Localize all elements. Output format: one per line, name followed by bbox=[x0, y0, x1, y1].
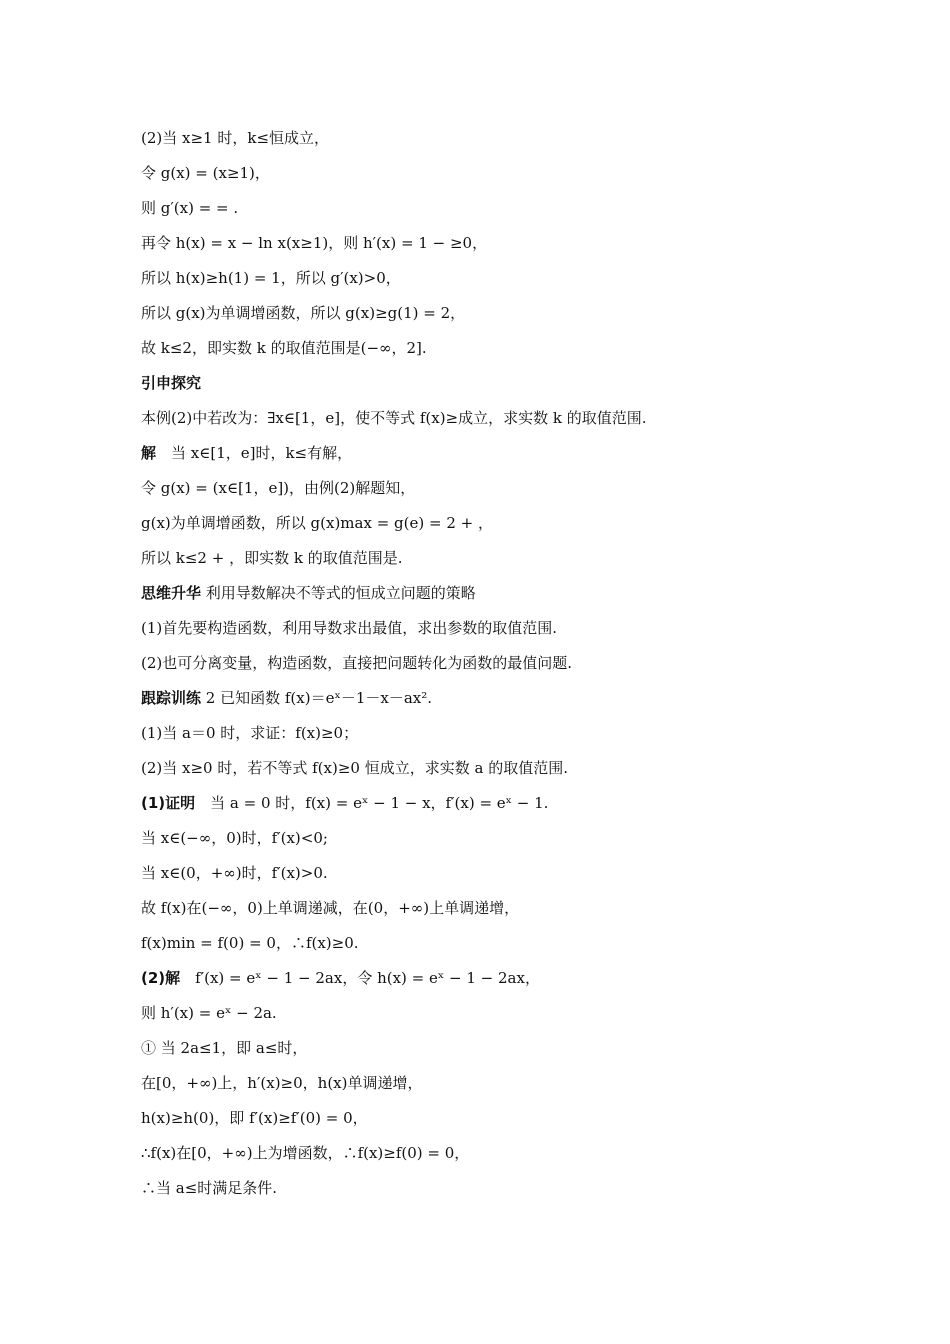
line-text: 当 x∈[1，e]时，k≤有解， bbox=[156, 444, 353, 462]
text-line bbox=[141, 688, 910, 708]
text-line bbox=[141, 1108, 910, 1128]
line-text: h(x)≥h(0)，即 f′(x)≥f′(0) = 0， bbox=[141, 1109, 368, 1127]
text-line bbox=[141, 898, 910, 918]
line-heading: 思维升华 bbox=[141, 584, 202, 602]
text-line bbox=[141, 1073, 910, 1093]
text-line bbox=[141, 758, 910, 778]
text-line bbox=[141, 478, 910, 498]
text-line bbox=[141, 1038, 910, 1058]
text-line bbox=[141, 968, 910, 988]
line-text: 则 g′(x) = = . bbox=[141, 199, 239, 217]
text-line bbox=[141, 128, 910, 148]
line-text: ∴当 a≤时满足条件. bbox=[141, 1179, 278, 1197]
line-text: 令 g(x) = (x∈[1，e])，由例(2)解题知， bbox=[141, 479, 416, 497]
line-text: ∴f(x)在[0，+∞)上为增函数，∴f(x)≥f(0) = 0， bbox=[141, 1144, 470, 1162]
line-text: 当 a = 0 时，f(x) = eˣ − 1 − x，f′(x) = eˣ − 1. bbox=[195, 794, 549, 812]
line-text: 则 h′(x) = eˣ − 2a. bbox=[141, 1004, 277, 1022]
line-text: 故 f(x)在(−∞，0)上单调递减，在(0，+∞)上单调递增， bbox=[141, 899, 520, 917]
text-line bbox=[141, 1143, 910, 1163]
line-text: 2 已知函数 f(x)＝eˣ－1－x－ax². bbox=[201, 689, 433, 707]
text-line bbox=[141, 198, 910, 218]
text-line bbox=[141, 723, 910, 743]
line-text: g(x)为单调增函数，所以 g(x)max = g(e) = 2 + ， bbox=[141, 514, 493, 532]
text-line bbox=[141, 548, 910, 568]
text-line bbox=[141, 303, 910, 323]
line-text: 本例(2)中若改为：∃x∈[1，e]，使不等式 f(x)≥成立，求实数 k 的取值范围. bbox=[141, 409, 647, 427]
line-text: (2)当 x≥0 时，若不等式 f(x)≥0 恒成立，求实数 a 的取值范围. bbox=[141, 759, 568, 777]
text-line bbox=[141, 1178, 910, 1198]
line-text: ① 当 2a≤1，即 a≤时， bbox=[141, 1039, 308, 1057]
line-text: 所以 h(x)≥h(1) = 1，所以 g′(x)>0， bbox=[141, 269, 401, 287]
text-line bbox=[141, 163, 910, 183]
line-text: 利用导数解决不等式的恒成立问题的策略 bbox=[201, 584, 476, 602]
text-line bbox=[141, 338, 910, 358]
section-heading-line bbox=[141, 373, 910, 393]
text-line bbox=[141, 933, 910, 953]
line-text: f(x)min = f(0) = 0，∴f(x)≥0. bbox=[141, 934, 359, 952]
text-line bbox=[141, 1003, 910, 1023]
line-text: f′(x) = eˣ − 1 − 2ax，令 h(x) = eˣ − 1 − 2ax， bbox=[180, 969, 540, 987]
line-text: 在[0，+∞)上，h′(x)≥0，h(x)单调递增， bbox=[141, 1074, 423, 1092]
line-text: (2)也可分离变量，构造函数，直接把问题转化为函数的最值问题. bbox=[141, 654, 573, 672]
line-heading: (1)证明 bbox=[141, 794, 196, 812]
text-line bbox=[141, 618, 910, 638]
text-line bbox=[141, 408, 910, 428]
line-text: 所以 k≤2 + ，即实数 k 的取值范围是. bbox=[141, 549, 403, 567]
line-heading: (2)解 bbox=[141, 969, 181, 987]
line-heading: 跟踪训练 bbox=[141, 689, 202, 707]
text-line bbox=[141, 513, 910, 533]
text-line bbox=[141, 443, 910, 463]
text-line bbox=[141, 268, 910, 288]
text-line bbox=[141, 793, 910, 813]
line-text: 当 x∈(−∞，0)时，f′(x)<0; bbox=[141, 829, 328, 847]
line-text: 故 k≤2，即实数 k 的取值范围是(−∞，2]. bbox=[141, 339, 427, 357]
line-text: (2)当 x≥1 时，k≤恒成立， bbox=[141, 129, 330, 147]
line-text: 所以 g(x)为单调增函数，所以 g(x)≥g(1) = 2， bbox=[141, 304, 466, 322]
line-text: 再令 h(x) = x − ln x(x≥1)，则 h′(x) = 1 − ≥0， bbox=[141, 234, 488, 252]
text-line bbox=[141, 233, 910, 253]
text-line bbox=[141, 653, 910, 673]
text-line bbox=[141, 828, 910, 848]
line-heading: 解 bbox=[141, 444, 157, 462]
line-text: (1)当 a＝0 时，求证：f(x)≥0； bbox=[141, 724, 359, 742]
line-text: 当 x∈(0，+∞)时，f′(x)>0. bbox=[141, 864, 328, 882]
text-line bbox=[141, 583, 910, 603]
text-line bbox=[141, 863, 910, 883]
line-text: (1)首先要构造函数，利用导数求出最值，求出参数的取值范围. bbox=[141, 619, 558, 637]
line-text: 令 g(x) = (x≥1)， bbox=[141, 164, 270, 182]
section-heading: 引申探究 bbox=[141, 374, 202, 392]
